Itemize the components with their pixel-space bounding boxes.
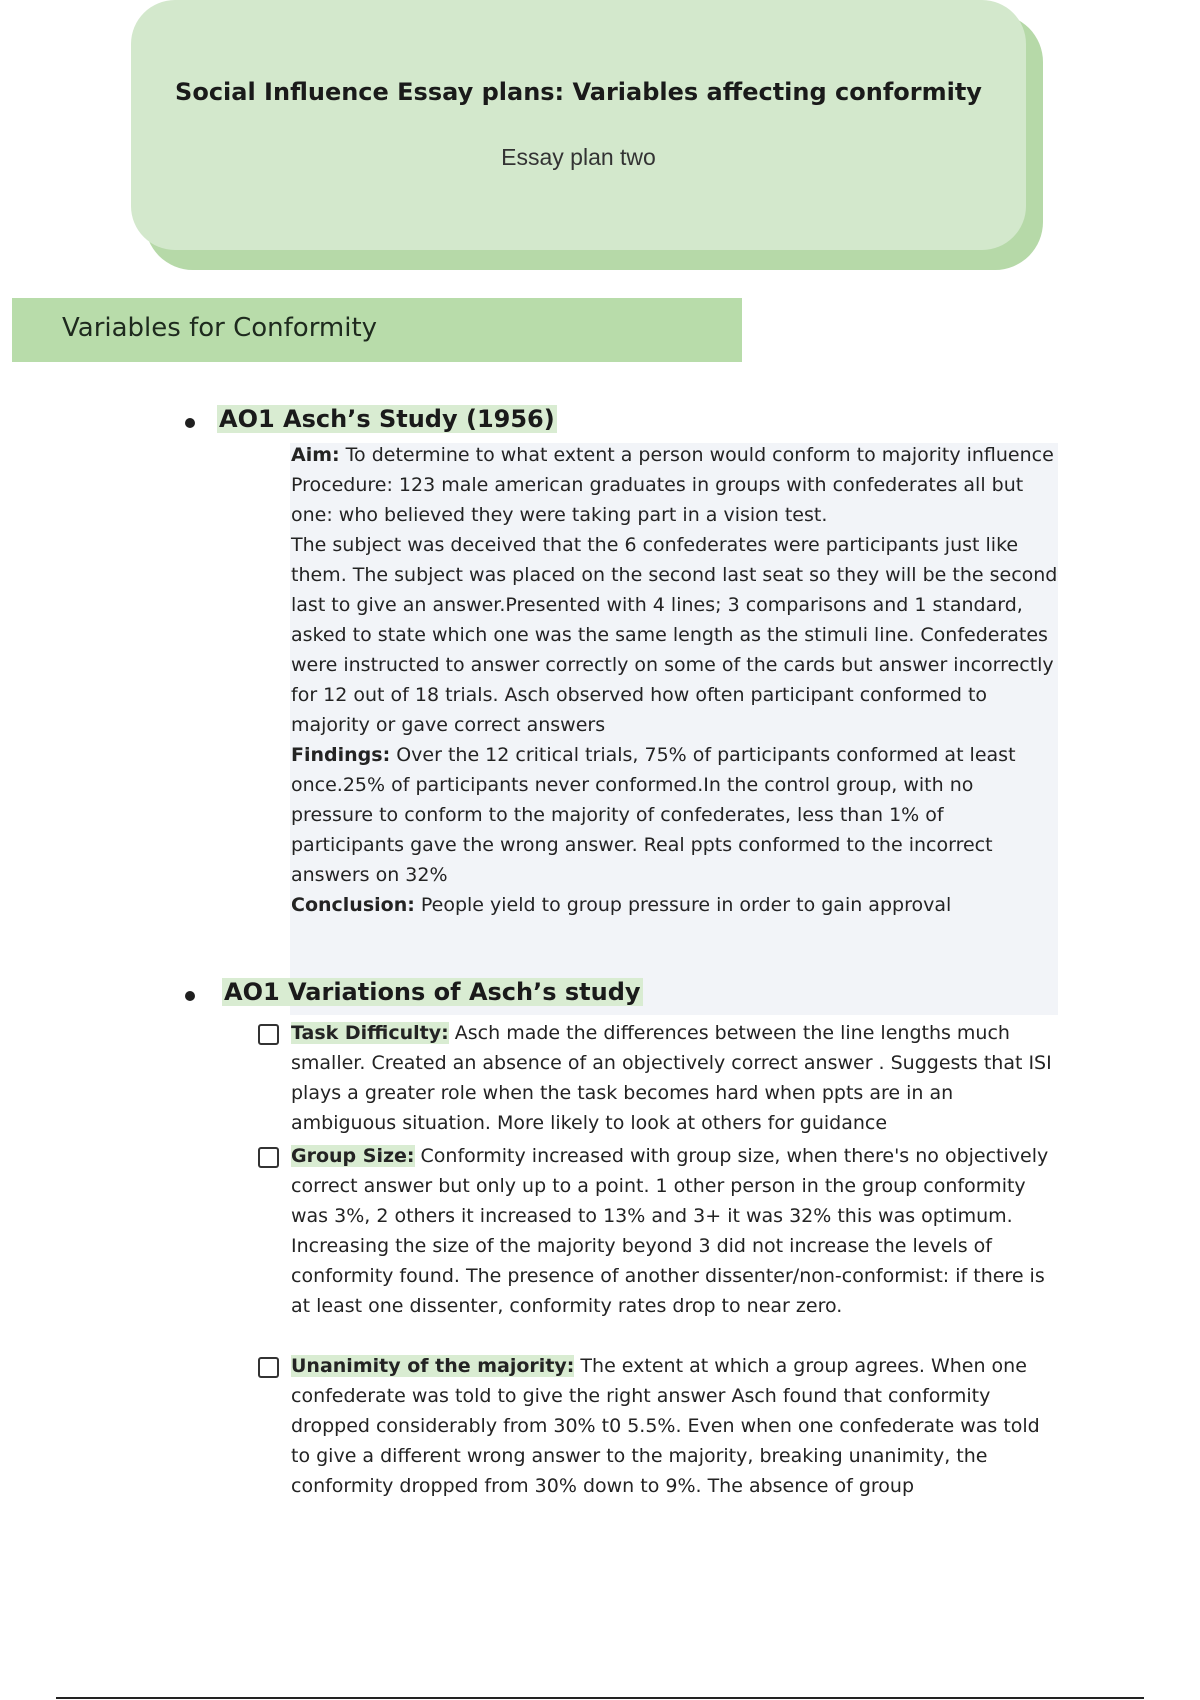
document-title: Social Influence Essay plans: Variables affecting conformity: [175, 78, 982, 106]
page-bottom-divider: [56, 1697, 1144, 1699]
group-size-checkbox[interactable]: [258, 1147, 279, 1168]
procedure-detail: The subject was deceived that the 6 confederates were participants just like them. The subject was placed on the second last seat so they will be the second last to give an answer.Presented with 4 lines; 3 comparisons and 1 standard, asked to state which one was the same length as the stimuli line. Confederates were instructed to answer correctly on some of the cards but answer incorrectly for 12 out of 18 trials. Asch observed how often participant conformed to majority or gave correct answers: [291, 534, 1058, 736]
findings-text: Over the 12 critical trials, 75% of participants conformed at least once.25% of participants never conformed.In the control group, with no pressure to conform to the majority of confederates, less than 1% of participants gave the wrong answer. Real ppts conformed to the incorrect answers on 32%: [291, 744, 1016, 886]
aim-line: [291, 440, 1061, 470]
unanimity-item: [291, 1351, 1061, 1501]
task-difficulty-checkbox[interactable]: [258, 1024, 279, 1045]
findings-label: Findings:: [291, 744, 391, 766]
bullet-icon: [185, 991, 195, 1001]
conclusion-text: People yield to group pressure in order to gain approval: [414, 894, 952, 916]
unanimity-checkbox[interactable]: [258, 1357, 279, 1378]
bullet-icon: [185, 418, 195, 428]
group-size-text: Conformity increased with group size, when there's no objectively correct answer but only up to a point. 1 other person in the group conformity was 3%, 2 others it increased to 13% and 3+ it was 32% this was optimum. Increasing the size of the majority beyond 3 did not increase the levels of conformity found. The presence of another dissenter/non-conformist: if there is at least one dissenter, conformity rates drop to near zero.: [291, 1145, 1049, 1317]
asch-study-body: [291, 440, 1061, 920]
task-difficulty-item: [291, 1018, 1061, 1138]
section-banner: [12, 298, 742, 362]
group-size-item: [291, 1141, 1061, 1321]
aim-text: To determine to what extent a person would conform to majority influence: [339, 444, 1054, 466]
task-difficulty-label: Task Difficulty:: [291, 1022, 449, 1044]
aim-label: Aim:: [291, 444, 340, 466]
section-title: Variables for Conformity: [62, 313, 378, 343]
findings-line: [291, 740, 1061, 890]
unanimity-label: Unanimity of the majority:: [291, 1355, 575, 1377]
conclusion-label: Conclusion:: [291, 894, 415, 916]
asch-study-heading: AO1 Asch’s Study (1956): [219, 405, 555, 433]
document-subtitle: Essay plan two: [501, 144, 656, 170]
variations-heading: AO1 Variations of Asch’s study: [224, 978, 641, 1006]
conclusion-line: [291, 890, 1061, 920]
task-difficulty-text: Asch made the differences between the line lengths much smaller. Created an absence of an objectively correct answer . Suggests that ISI plays a greater role when the task becomes hard when ppts are in an ambiguous situation. More likely to look at others for guidance: [291, 1022, 1052, 1134]
unanimity-text: The extent at which a group agrees. When one confederate was told to give the right answer Asch found that conformity dropped considerably from 30% t0 5.5%. Even when one confederate was told to give a different wrong answer to the majority, breaking unanimity, the conformity dropped from 30% down to 9%. The absence of group: [291, 1355, 1040, 1497]
title-card: [131, 0, 1026, 250]
procedure-line: Procedure: 123 male american graduates in groups with confederates all but one: who believed they were taking part in a vision test.: [291, 474, 1024, 526]
group-size-label: Group Size:: [291, 1145, 415, 1167]
